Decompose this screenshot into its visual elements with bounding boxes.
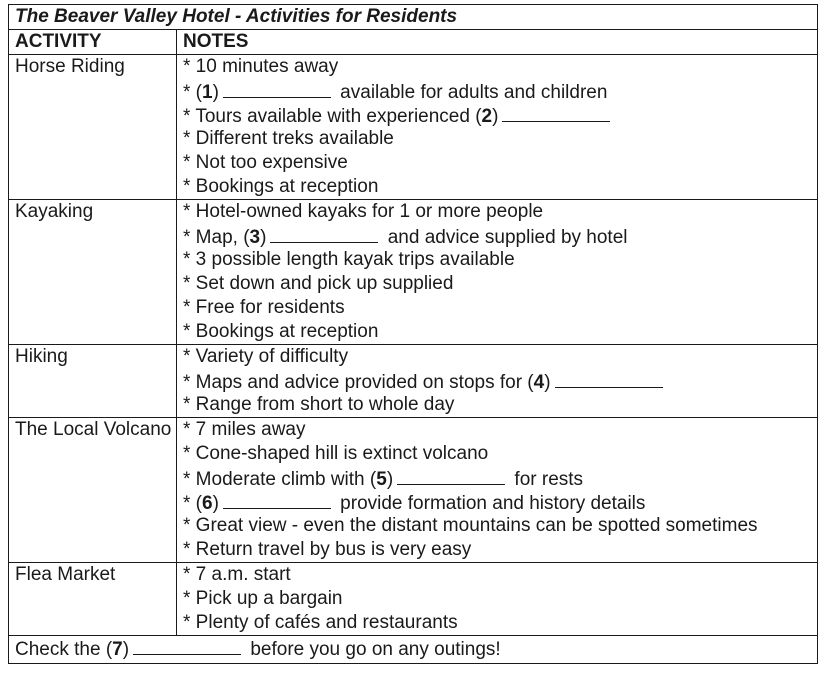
note-text: ) — [492, 106, 499, 127]
note-text: before you go on any outings! — [245, 639, 501, 660]
activity-cell: Hiking — [9, 345, 177, 418]
note-line — [183, 320, 817, 344]
note-text: * Different treks available — [183, 128, 394, 149]
note-text: ) — [212, 82, 219, 103]
note-line — [183, 369, 817, 393]
note-text: * Bookings at reception — [183, 176, 379, 197]
question-number: 4 — [533, 372, 545, 393]
answer-blank-5[interactable] — [397, 466, 505, 485]
table-row — [9, 418, 818, 563]
table-row — [9, 563, 818, 636]
note-line — [183, 418, 817, 442]
question-number: 5 — [376, 469, 387, 490]
header-notes: NOTES — [177, 30, 818, 55]
note-line — [183, 611, 817, 635]
note-text: * Great view - even the distant mountains can be spotted sometimes — [183, 515, 758, 536]
note-line — [183, 563, 817, 587]
note-text: * Variety of difficulty — [183, 346, 349, 367]
activity-cell: The Local Volcano — [9, 418, 177, 563]
activity-cell: Horse Riding — [9, 55, 177, 200]
note-text: ) — [122, 639, 130, 660]
note-line — [183, 79, 817, 103]
note-text: * ( — [183, 493, 202, 514]
note-text: * Plenty of cafés and restaurants — [183, 612, 458, 633]
table-title: The Beaver Valley Hotel - Activities for Residents — [9, 5, 818, 30]
note-line — [183, 127, 817, 151]
question-number: 3 — [249, 227, 261, 248]
note-text: * Range from short to whole day — [183, 394, 455, 415]
answer-blank-1[interactable] — [223, 79, 331, 98]
table-row — [9, 345, 818, 418]
note-text: * Return travel by bus is very easy — [183, 539, 472, 560]
answer-blank-7[interactable] — [133, 636, 241, 655]
note-text: * Maps and advice provided on stops for ( — [183, 372, 534, 393]
note-text: ) — [260, 227, 267, 248]
activity-cell: Kayaking — [9, 200, 177, 345]
note-line — [183, 490, 817, 514]
note-text: ) — [544, 372, 551, 393]
notes-cell — [177, 563, 818, 636]
question-number: 7 — [112, 639, 123, 660]
footer-note — [9, 636, 818, 664]
note-text: * Pick up a bargain — [183, 588, 343, 609]
note-text: and advice supplied by hotel — [382, 227, 628, 248]
header-activity: ACTIVITY — [9, 30, 177, 55]
note-line — [183, 466, 817, 490]
activity-cell: Flea Market — [9, 563, 177, 636]
note-line — [183, 103, 817, 127]
note-line — [183, 587, 817, 611]
note-text: * 3 possible length kayak trips available — [183, 249, 515, 270]
note-line — [183, 151, 817, 175]
note-text: for rests — [509, 469, 584, 490]
note-text: ) — [386, 469, 394, 490]
notes-cell — [177, 345, 818, 418]
note-line — [183, 538, 817, 562]
note-text: * Moderate climb with ( — [183, 469, 377, 490]
footer-row — [9, 636, 818, 664]
note-line — [183, 514, 817, 538]
note-line — [183, 296, 817, 320]
question-number: 1 — [202, 82, 213, 103]
note-line — [183, 200, 817, 224]
note-line — [183, 442, 817, 466]
note-text: * ( — [183, 82, 202, 103]
note-line — [183, 345, 817, 369]
note-text: * Map, ( — [183, 227, 250, 248]
answer-blank-6[interactable] — [223, 490, 331, 509]
answer-blank-3[interactable] — [270, 224, 378, 243]
note-text: Check the ( — [15, 639, 113, 660]
note-text: ) — [212, 493, 219, 514]
note-text: * Cone-shaped hill is extinct volcano — [183, 443, 489, 464]
notes-cell — [177, 418, 818, 563]
note-line — [183, 55, 817, 79]
note-text: * 7 a.m. start — [183, 564, 291, 585]
answer-blank-4[interactable] — [555, 369, 663, 388]
notes-cell — [177, 200, 818, 345]
note-line — [183, 175, 817, 199]
note-text: * Tours available with experienced ( — [183, 106, 482, 127]
activities-table — [8, 4, 818, 664]
note-text: * Set down and pick up supplied — [183, 273, 454, 294]
note-text: * 10 minutes away — [183, 56, 339, 77]
note-text: * Not too expensive — [183, 152, 348, 173]
note-text: provide formation and history details — [334, 493, 646, 514]
note-text: available for adults and children — [334, 82, 608, 103]
note-text: * Hotel-owned kayaks for 1 or more people — [183, 201, 544, 222]
table-row — [9, 200, 818, 345]
note-text: * 7 miles away — [183, 419, 306, 440]
table-row — [9, 55, 818, 200]
note-line — [183, 224, 817, 248]
question-number: 6 — [202, 493, 213, 514]
notes-cell — [177, 55, 818, 200]
answer-blank-2[interactable] — [502, 103, 610, 122]
note-text: * Bookings at reception — [183, 321, 379, 342]
note-line — [183, 272, 817, 296]
note-line — [183, 393, 817, 417]
note-text: * Free for residents — [183, 297, 345, 318]
question-number: 2 — [481, 106, 493, 127]
note-line — [183, 248, 817, 272]
